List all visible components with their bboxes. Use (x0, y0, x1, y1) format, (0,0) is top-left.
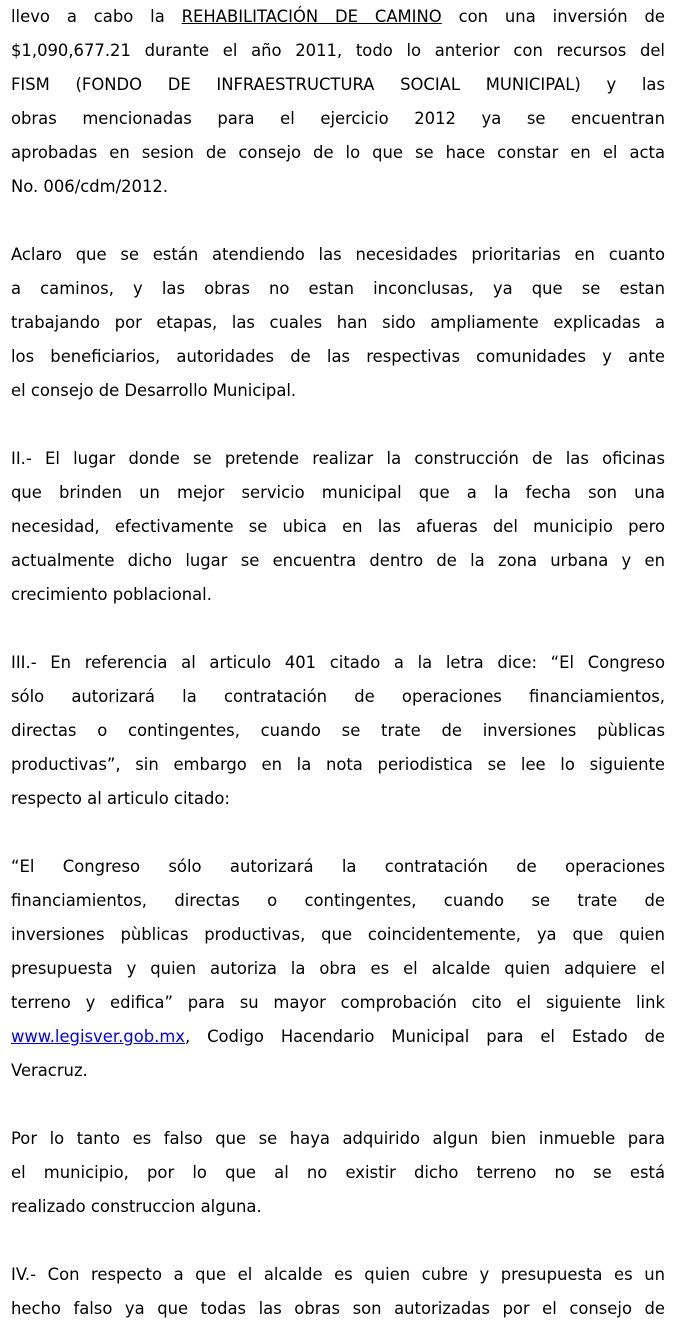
text-line: obras mencionadas para el ejercicio 2012 ya se encuentran (11, 109, 665, 128)
text-line: hecho falso ya que todas las obras son autorizadas por el consejo de (11, 1299, 665, 1318)
text-line: III.- En referencia al articulo 401 citado a la letra dice: “El Congreso (11, 653, 665, 672)
text-line: el consejo de Desarrollo Municipal. (11, 381, 297, 400)
text-line: productivas”, sin embargo en la nota periodistica se lee lo siguiente (11, 755, 665, 774)
text-line: “El Congreso sólo autorizará la contratación de operaciones (11, 857, 665, 876)
text-line: aprobadas en sesion de consejo de lo que se hace constar en el acta (11, 143, 665, 162)
paragraph-spacer (11, 612, 665, 646)
paragraph-aclaro (11, 238, 665, 408)
paragraph-spacer (11, 408, 665, 442)
text-line (11, 1020, 665, 1054)
text-line: FISM (FONDO DE INFRAESTRUCTURA SOCIAL MUNICIPAL) y las (11, 75, 665, 94)
text-line: sólo autorizará la contratación de operaciones financiamientos, (11, 687, 665, 706)
paragraph-rehabilitacion (11, 0, 665, 204)
text-line: realizado construccion alguna. (11, 1197, 262, 1216)
text-run: con una inversión de (441, 7, 665, 26)
paragraph-spacer (11, 204, 665, 238)
legisver-link[interactable]: www.legisver.gob.mx (11, 1027, 185, 1046)
paragraph-section-iv (11, 1258, 665, 1326)
text-line (11, 0, 665, 34)
paragraph-spacer (11, 1088, 665, 1122)
text-line: crecimiento poblacional. (11, 585, 212, 604)
text-line: necesidad, efectivamente se ubica en las afueras del municipio pero (11, 517, 665, 536)
text-line: respecto al articulo citado: (11, 789, 230, 808)
paragraph-conclusion (11, 1122, 665, 1224)
text-line: terreno y edifica” para su mayor comprobación cito el siguiente link (11, 993, 665, 1012)
text-line: actualmente dicho lugar se encuentra dentro de la zona urbana y en (11, 551, 665, 570)
document-page (11, 0, 665, 1326)
text-line: Veracruz. (11, 1061, 88, 1080)
paragraph-spacer (11, 1224, 665, 1258)
text-line: presupuesta y quien autoriza la obra es el alcalde quien adquiere el (11, 959, 665, 978)
underlined-text: REHABILITACIÓN DE CAMINO (181, 7, 442, 26)
text-run: , Codigo Hacendario Municipal para el Estado de (185, 1027, 665, 1046)
text-line: inversiones pùblicas productivas, que coincidentemente, ya que quien (11, 925, 665, 944)
text-line: IV.- Con respecto a que el alcalde es quien cubre y presupuesta es un (11, 1265, 665, 1284)
text-line: Aclaro que se están atendiendo las necesidades prioritarias en cuanto (11, 245, 665, 264)
paragraph-spacer (11, 816, 665, 850)
text-line: II.- El lugar donde se pretende realizar la construcción de las oficinas (11, 449, 665, 468)
text-line: $1,090,677.21 durante el año 2011, todo lo anterior con recursos del (11, 41, 665, 60)
text-run: llevo a cabo la (11, 7, 182, 26)
text-line: que brinden un mejor servicio municipal que a la fecha son una (11, 483, 665, 502)
text-line: el municipio, por lo que al no existir dicho terreno no se está (11, 1163, 665, 1182)
text-line: No. 006/cdm/2012. (11, 177, 169, 196)
text-line: Por lo tanto es falso que se haya adquirido algun bien inmueble para (11, 1129, 665, 1148)
text-line: trabajando por etapas, las cuales han sido ampliamente explicadas a (11, 313, 665, 332)
text-line: a caminos, y las obras no estan inconclusas, ya que se estan (11, 279, 665, 298)
text-line: financiamientos, directas o contingentes, cuando se trate de (11, 891, 665, 910)
text-line: directas o contingentes, cuando se trate de inversiones pùblicas (11, 721, 665, 740)
paragraph-quote (11, 850, 665, 1088)
paragraph-section-ii (11, 442, 665, 612)
text-line: los beneficiarios, autoridades de las respectivas comunidades y ante (11, 347, 665, 366)
paragraph-section-iii (11, 646, 665, 816)
